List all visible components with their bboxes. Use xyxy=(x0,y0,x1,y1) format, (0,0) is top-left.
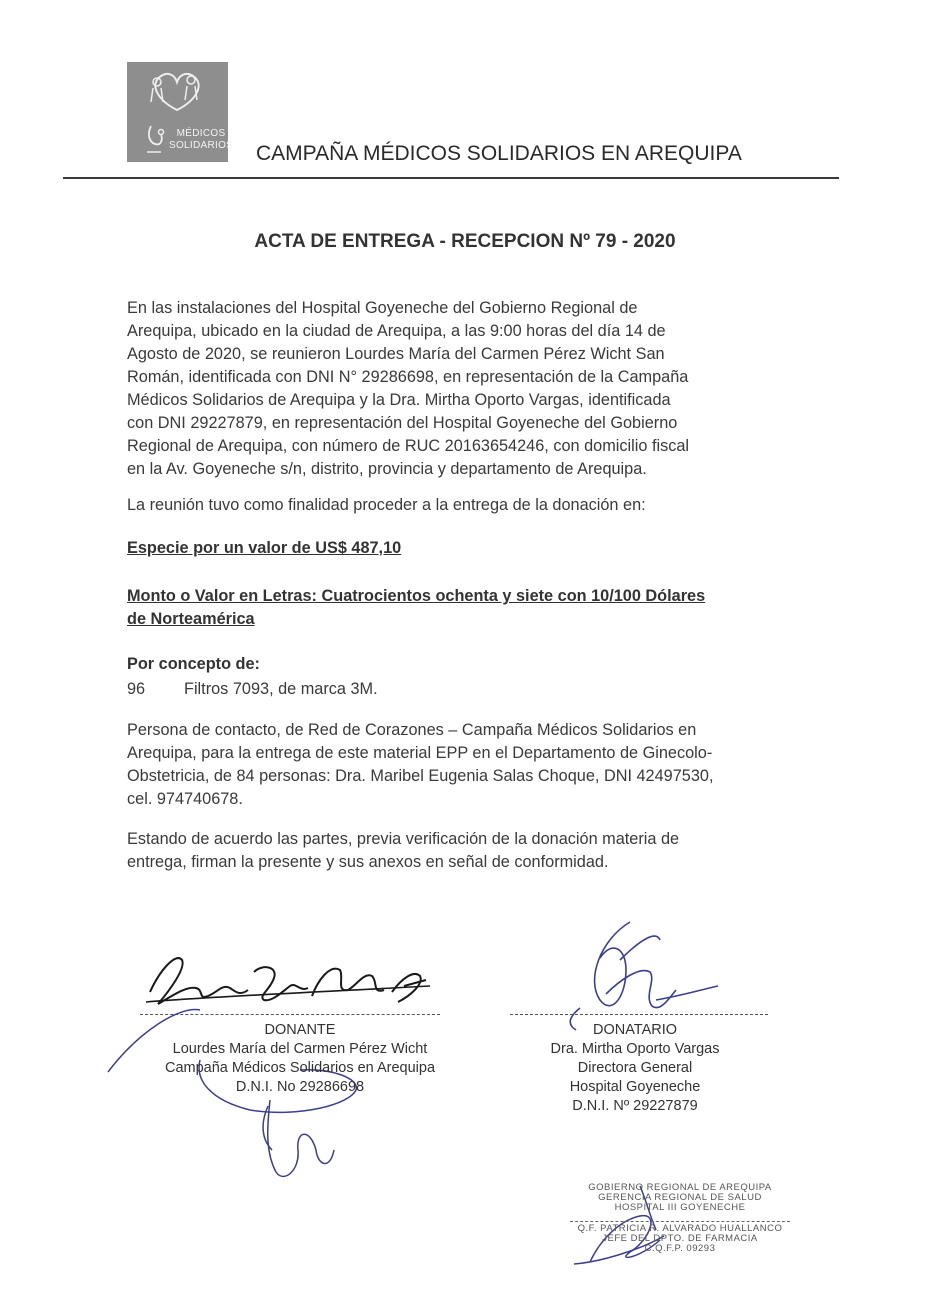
text-line: Persona de contacto, de Red de Corazones – Campaña Médicos Solidarios en xyxy=(127,721,697,739)
logo-line1: MÉDICOS xyxy=(176,128,226,139)
pharmacy-stamp xyxy=(560,1183,800,1254)
donante-role: DONANTE xyxy=(264,1022,336,1038)
donatario-signature-block xyxy=(500,1021,770,1116)
text-line: en la Av. Goyeneche s/n, distrito, provincia y departamento de Arequipa. xyxy=(127,460,647,478)
medicos-solidarios-logo xyxy=(127,62,234,162)
logo-text xyxy=(169,128,233,152)
stamp-line: C.Q.F.P. 09293 xyxy=(644,1243,716,1254)
donante-signature-block xyxy=(110,1021,490,1097)
text-line: Obstetricia, de 84 personas: Dra. Maribel Eugenia Salas Choque, DNI 42497530, xyxy=(127,767,714,785)
donatario-role: DONATARIO xyxy=(592,1022,678,1038)
text-line: entrega, firman la presente y sus anexos en señal de conformidad. xyxy=(127,853,609,871)
text-line: Arequipa, ubicado en la ciudad de Arequipa, a las 9:00 horas del día 14 de xyxy=(127,322,666,340)
donante-id: D.N.I. No 29286698 xyxy=(235,1079,365,1095)
text-line: Regional de Arequipa, con número de RUC 20163654246, con domicilio fiscal xyxy=(127,437,690,455)
donatario-id: D.N.I. Nº 29227879 xyxy=(572,1098,698,1114)
stamp-line: HOSPITAL III GOYENECHE xyxy=(614,1202,746,1213)
text-line: En las instalaciones del Hospital Goyeneche del Gobierno Regional de xyxy=(127,299,638,317)
donatario-position: Directora General xyxy=(577,1060,693,1076)
paragraph-purpose: La reunión tuvo como finalidad proceder a la entrega de la donación en: xyxy=(127,496,646,514)
text-line: Agosto de 2020, se reunieron Lourdes María del Carmen Pérez Wicht San xyxy=(127,345,665,363)
donatario-name: Dra. Mirtha Oporto Vargas xyxy=(550,1041,720,1057)
text-line: cel. 974740678. xyxy=(127,790,243,808)
paragraph-contact xyxy=(127,719,807,811)
concept-quantity: 96 xyxy=(127,680,146,698)
donante-signature-line xyxy=(140,1014,440,1015)
text-line: Estando de acuerdo las partes, previa verificación de la donación materia de xyxy=(127,830,680,848)
donation-value: Especie por un valor de US$ 487,10 xyxy=(127,539,402,557)
donatario-signature-line xyxy=(510,1014,768,1015)
text-line: Román, identificada con DNI N° 29286698, en representación de la Campaña xyxy=(127,368,689,386)
donante-org: Campaña Médicos Solidarios en Arequipa xyxy=(164,1060,436,1076)
concept-item: Filtros 7093, de marca 3M. xyxy=(184,680,378,698)
text-line: Médicos Solidarios de Arequipa y la Dra. Mirtha Oporto Vargas, identificada xyxy=(127,391,671,409)
header-title: CAMPAÑA MÉDICOS SOLIDARIOS EN AREQUIPA xyxy=(256,142,742,165)
text-line: Monto o Valor en Letras: Cuatrocientos ochenta y siete con 10/100 Dólares xyxy=(127,587,706,605)
header-divider xyxy=(63,177,839,179)
text-line: con DNI 29227879, en representación del Hospital Goyeneche del Gobierno xyxy=(127,414,678,432)
concept-label: Por concepto de: xyxy=(127,655,260,673)
paragraph-agreement xyxy=(127,828,807,874)
donatario-org: Hospital Goyeneche xyxy=(569,1079,701,1095)
donante-handwritten-signature xyxy=(146,958,430,1004)
paragraph-intro xyxy=(127,297,807,481)
stamp-divider xyxy=(570,1221,790,1222)
text-line: Arequipa, para la entrega de este material EPP en el Departamento de Ginecolo- xyxy=(127,744,713,762)
donation-amount-words xyxy=(127,585,807,631)
logo-line2: SOLIDARIOS xyxy=(169,140,234,151)
stamp-line: GOBIERNO REGIONAL DE AREQUIPA xyxy=(588,1182,772,1193)
stamp-line: GERENCIA REGIONAL DE SALUD xyxy=(598,1192,762,1203)
donante-name: Lourdes María del Carmen Pérez Wicht xyxy=(172,1041,428,1057)
document-title: ACTA DE ENTREGA - RECEPCION Nº 79 - 2020 xyxy=(254,231,676,252)
text-line: de Norteamérica xyxy=(127,610,255,628)
stamp-line: Q.F. PATRICIA R. ALVARADO HUALLANCO xyxy=(577,1223,783,1234)
stamp-line: JEFE DEL DPTO. DE FARMACIA xyxy=(602,1233,758,1244)
